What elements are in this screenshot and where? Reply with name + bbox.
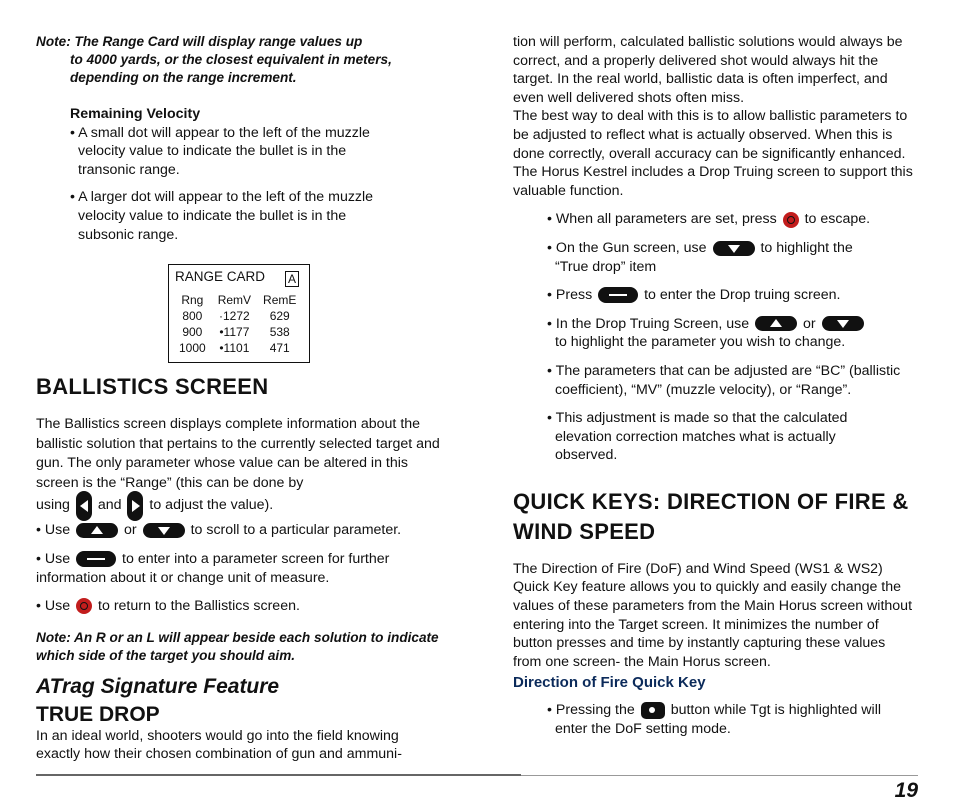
text-span: • In the Drop Truing Screen, use bbox=[547, 315, 750, 332]
down-button-icon bbox=[713, 241, 755, 256]
column-header: Rng bbox=[181, 293, 204, 307]
right-paragraph-1: tion will perform, calculated ballistic solutions would always be correct, and a properly delivered shot would always hit the target. In the real world, ballistic data is often imperfect, and even well delivered shots often miss. bbox=[513, 34, 903, 106]
text-span: using bbox=[36, 497, 70, 514]
table-header-row bbox=[173, 292, 302, 308]
range-card-title: RANGE CARD bbox=[175, 269, 266, 284]
table-cell: •1101 bbox=[219, 341, 250, 355]
quick-keys-heading bbox=[513, 487, 913, 547]
text-span: or bbox=[803, 315, 816, 332]
rv-bullet-2 bbox=[70, 188, 446, 244]
text-span: • Pressing the bbox=[547, 702, 635, 719]
text-span: button while Tgt is highlighted will bbox=[670, 702, 881, 719]
table-cell: 900 bbox=[182, 325, 203, 339]
up-button-icon bbox=[755, 316, 797, 331]
true-drop-paragraph: In an ideal world, shooters would go into the field knowing exactly how their chosen combination of gun and ammuni- bbox=[36, 727, 402, 763]
right-bullet-3 bbox=[547, 286, 913, 305]
note-line: to 4000 yards, or the closest equivalent in meters, bbox=[70, 52, 392, 67]
right-arrow-button-icon bbox=[127, 491, 143, 521]
up-button-icon bbox=[76, 523, 118, 538]
text-span: to adjust the value). bbox=[149, 497, 274, 514]
range-card-screen bbox=[168, 264, 310, 363]
text-line: enter the DoF setting mode. bbox=[555, 720, 731, 737]
text-span: to escape. bbox=[804, 211, 871, 228]
table-cell: 1000 bbox=[179, 341, 206, 355]
heading-line: WIND SPEED bbox=[513, 518, 656, 544]
dof-bullet bbox=[513, 701, 913, 738]
text-span: • Use bbox=[36, 550, 71, 567]
table-cell: 471 bbox=[269, 341, 290, 355]
atrag-heading: ATrag Signature Feature bbox=[36, 674, 280, 698]
page-number: 19 bbox=[894, 779, 918, 802]
note-text: An R or an L will appear beside each solution to indicate which side of the target you should aim. bbox=[36, 629, 439, 663]
side-note bbox=[36, 629, 446, 665]
text-span: to enter the Drop truing screen. bbox=[644, 287, 841, 304]
range-note bbox=[36, 33, 446, 87]
down-button-icon bbox=[143, 523, 185, 538]
table-cell: 629 bbox=[269, 309, 290, 323]
text-span: • Use bbox=[36, 598, 71, 615]
ballistics-using-line bbox=[36, 489, 446, 521]
use-power-bullet bbox=[36, 597, 446, 616]
right-bullet-4 bbox=[547, 315, 913, 352]
ballistics-section bbox=[36, 374, 446, 764]
text-line: “True drop” item bbox=[555, 258, 657, 275]
text-line: subsonic range. bbox=[78, 226, 179, 243]
column-header: RemV bbox=[217, 293, 252, 307]
text-span: • When all parameters are set, press bbox=[547, 211, 777, 228]
right-column bbox=[513, 33, 913, 738]
footer-rule-accent bbox=[36, 774, 521, 776]
true-drop-heading: TRUE DROP bbox=[36, 702, 160, 726]
table-row bbox=[173, 308, 302, 324]
text-line: • A larger dot will appear to the left of the muzzle bbox=[70, 189, 374, 206]
right-bullet-5: • The parameters that can be adjusted are “BC” (ballistic coefficient), “MV” (muzzle velocity), or “Range”. bbox=[547, 362, 901, 398]
text-line: information about it or change unit of measure. bbox=[36, 569, 330, 586]
right-bullet-6: • This adjustment is made so that the calculated elevation correction matches what is actually observed. bbox=[547, 410, 848, 464]
quick-keys-paragraph: The Direction of Fire (DoF) and Wind Speed (WS1 & WS2) Quick Key feature allows you to quickly and easily change the values of these parameters from the Main Horus screen without entering into the Target screen. It minimizes the number of button presses and time by instantly capturing these values from one screen- the Main Horus screen. bbox=[513, 560, 913, 670]
column-header: RemE bbox=[263, 293, 297, 307]
text-span: to return to the Ballistics screen. bbox=[98, 598, 300, 615]
enter-button-icon bbox=[76, 551, 116, 567]
right-bullet-2 bbox=[547, 239, 913, 276]
note-label: Note: bbox=[36, 34, 71, 49]
remaining-velocity-heading: Remaining Velocity bbox=[70, 106, 201, 122]
right-paragraph-2: The best way to deal with this is to allow ballistic parameters to be adjusted to reflect what is actually observed. When this is done correctly, overall accuracy can be significantly enhanced. The Horus Kestrel includes a Drop Truing screen to support this valuable function. bbox=[513, 108, 913, 199]
note-line: The Range Card will display range values up bbox=[74, 34, 363, 49]
dof-heading: Direction of Fire Quick Key bbox=[513, 674, 706, 692]
rv-bullet-1 bbox=[70, 124, 446, 180]
range-card-badge: A bbox=[285, 271, 299, 287]
text-span: • Use bbox=[36, 522, 71, 539]
ballistics-paragraph: The Ballistics screen displays complete information about the ballistic solution that pertains to the currently selected target and gun. The only parameter whose value can be altered in this screen is the “Range” (this can be done by bbox=[36, 416, 440, 491]
table-row bbox=[173, 324, 302, 340]
table-cell: •1177 bbox=[219, 325, 250, 339]
power-button-icon bbox=[783, 212, 799, 228]
left-arrow-button-icon bbox=[76, 491, 92, 521]
ballistics-heading: BALLISTICS SCREEN bbox=[36, 374, 269, 399]
down-button-icon bbox=[822, 316, 864, 331]
text-span: to scroll to a particular parameter. bbox=[190, 522, 402, 539]
heading-line: QUICK KEYS: DIRECTION OF FIRE & bbox=[513, 488, 909, 514]
text-span: • On the Gun screen, use bbox=[547, 239, 707, 256]
text-span: • Press bbox=[547, 287, 593, 304]
table-row bbox=[173, 340, 302, 356]
text-span: and bbox=[97, 497, 122, 514]
text-line: velocity value to indicate the bullet is in the bbox=[78, 207, 347, 224]
left-column bbox=[36, 33, 446, 244]
text-span: to enter into a parameter screen for further bbox=[122, 550, 390, 567]
text-span: or bbox=[124, 522, 137, 539]
use-enter-bullet bbox=[36, 550, 446, 587]
text-line: transonic range. bbox=[78, 161, 180, 178]
power-button-icon bbox=[76, 598, 92, 614]
text-span: to highlight the bbox=[760, 239, 853, 256]
text-line: to highlight the parameter you wish to change. bbox=[555, 334, 846, 351]
table-cell: 538 bbox=[269, 325, 290, 339]
table-cell: 800 bbox=[182, 309, 203, 323]
use-up-down-bullet bbox=[36, 521, 446, 540]
table-cell: ·1272 bbox=[219, 309, 250, 323]
camera-button-icon bbox=[641, 702, 665, 719]
right-bullet-1 bbox=[547, 210, 913, 229]
note-label: Note: bbox=[36, 629, 71, 645]
note-line: depending on the range increment. bbox=[70, 70, 297, 85]
text-line: • A small dot will appear to the left of the muzzle bbox=[70, 124, 370, 141]
text-line: velocity value to indicate the bullet is in the bbox=[78, 143, 347, 160]
range-card-table bbox=[173, 292, 302, 356]
enter-button-icon bbox=[598, 287, 638, 303]
